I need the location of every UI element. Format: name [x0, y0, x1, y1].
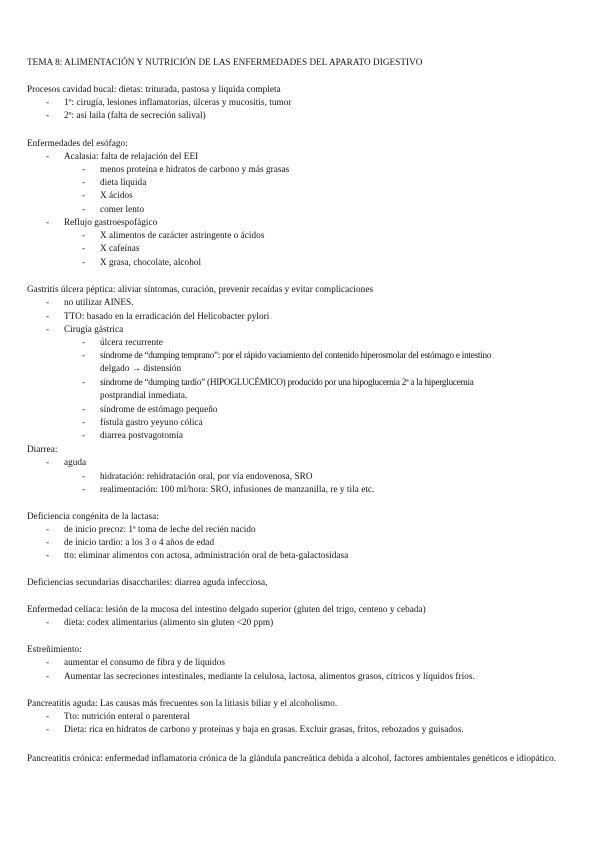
bullet-dash: -	[82, 243, 86, 253]
list-item: de inicio tardío: a los 3 o 4 años de edad	[64, 537, 215, 547]
sub-list-item: X cafeínas	[100, 243, 140, 253]
bullet-dash: -	[82, 204, 86, 214]
bullet-dash: -	[46, 617, 50, 627]
list-item: dieta: codex alimentarius (alimento sin gluten <20 ppm)	[64, 617, 274, 627]
list-item: Dieta: rica en hidratos de carbono y proteínas y baja en grasas. Excluir grasas, fritos, rebozados y guisados.	[64, 724, 464, 734]
sub-list-item: X grasa, chocolate, alcohol	[100, 257, 202, 267]
bullet-dash: -	[82, 417, 86, 427]
sub-list-item: X ácidos	[100, 190, 133, 200]
bullet-dash: -	[82, 337, 86, 347]
section-heading-lactase: Deficiencia congénita de la lactasa:	[27, 511, 159, 521]
bullet-dash: -	[82, 484, 86, 494]
section-heading-chronic-pancreatitis: Pancreatitis crónica: enfermedad inflamatoria crónica de la glándula pancreática debida a alcohol, factores ambientales genéticos e idiopático.	[27, 753, 557, 763]
list-item: TTO: basado en la erradicación del Helicobacter pylori	[64, 311, 270, 321]
sub-list-item: menos proteína e hidratos de carbono y más grasas	[100, 164, 290, 174]
sub-list-item: diarrea postvagotomía	[100, 430, 183, 440]
bullet-dash: -	[46, 671, 50, 681]
section-heading-oral: Procesos cavidad bucal: dietas: triturada, pastosa y líquida completa	[27, 84, 281, 94]
bullet-dash: -	[82, 377, 86, 387]
sub-list-item: síndrome de “dumping tardío” (HIPOGLUCÉMICO) producido por una hipoglucemia 2ª a la hiperglucemia	[100, 377, 474, 387]
list-item: Reflujo gastroespofágico	[64, 217, 158, 227]
sub-list-item-continuation: delgado → distensión	[100, 363, 182, 373]
list-item: tto: eliminar alimentos con actosa, administración oral de beta-galactosidasa	[64, 550, 349, 560]
bullet-dash: -	[46, 537, 50, 547]
list-item: aguda	[64, 457, 87, 467]
bullet-dash: -	[82, 177, 86, 187]
bullet-dash: -	[82, 350, 86, 360]
list-item: 1º: cirugía, lesiones inflamatorias, úlceras y mucositis, tumor	[64, 97, 292, 107]
bullet-dash: -	[82, 404, 86, 414]
sub-list-item-continuation: postprandial inmediata.	[100, 390, 188, 400]
bullet-dash: -	[46, 711, 50, 721]
list-item: Aumentar las secreciones intestinales, mediante la celulosa, lactosa, alimentos grasos, cítricos y líquidos fríos.	[64, 671, 475, 681]
bullet-dash: -	[46, 457, 50, 467]
bullet-dash: -	[46, 657, 50, 667]
section-heading-diarrhea: Diarrea:	[27, 444, 58, 454]
bullet-dash: -	[46, 97, 50, 107]
section-heading-esophagus: Enfermedades del esófago:	[27, 138, 128, 148]
sub-list-item: úlcera recurrente	[100, 337, 163, 347]
page-title: TEMA 8: ALIMENTACIÓN Y NUTRICIÓN DE LAS ENFERMEDADES DEL APARATO DIGESTIVO	[27, 57, 423, 67]
sub-list-item: fístula gastro yeyuno cólica	[100, 417, 203, 427]
list-item: no utilizar AINES.	[64, 297, 134, 307]
bullet-dash: -	[82, 190, 86, 200]
bullet-dash: -	[46, 550, 50, 560]
bullet-dash: -	[82, 230, 86, 240]
sub-list-item: comer lento	[100, 204, 145, 214]
section-heading-constipation: Estreñimiento:	[27, 644, 82, 654]
sub-list-item: X alimentos de carácter astringente o ácidos	[100, 230, 265, 240]
section-heading-acute-pancreatitis: Pancreatitis aguda: Las causas más frecuentes son la litiasis biliar y el alcoholismo.	[27, 698, 338, 708]
sub-list-item: dieta líquida	[100, 177, 147, 187]
bullet-dash: -	[46, 524, 50, 534]
bullet-dash: -	[46, 324, 50, 334]
sub-list-item: síndrome de estómago pequeño	[100, 404, 218, 414]
sub-list-item: realimentación: 100 ml/hora: SRO, infusiones de manzanilla, re y tila etc.	[100, 484, 375, 494]
list-item: aumentar el consumo de fibra y de líquidos	[64, 657, 226, 667]
list-item: Acalasia: falta de relajación del EEI	[64, 151, 199, 161]
bullet-dash: -	[82, 471, 86, 481]
bullet-dash: -	[46, 297, 50, 307]
bullet-dash: -	[46, 217, 50, 227]
bullet-dash: -	[46, 311, 50, 321]
section-heading-gastritis: Gastritis úlcera péptica: aliviar síntomas, curación, prevenir recaídas y evitar complicaciones	[27, 284, 374, 294]
sub-list-item: hidratación: rehidratación oral, por vía endovenosa, SRO	[100, 471, 313, 481]
bullet-dash: -	[82, 257, 86, 267]
section-heading-disaccharides: Deficiencias secundarias disacchariles: diarrea aguda infecciosa,	[27, 577, 268, 587]
bullet-dash: -	[46, 110, 50, 120]
list-item: de inicio precoz: 1ª toma de leche del recién nacido	[64, 524, 256, 534]
list-item: Tto: nutrición enteral o parenteral	[64, 711, 190, 721]
list-item: 2º: así laila (falta de secreción salival)	[64, 110, 206, 120]
bullet-dash: -	[82, 430, 86, 440]
section-heading-celiac: Enfermedad celíaca: lesión de la mucosa del intestino delgado superior (gluten del trigo, centeno y cebada)	[27, 604, 426, 614]
bullet-dash: -	[46, 151, 50, 161]
sub-list-item: síndrome de “dumping temprano”: por el rápido vaciamiento del contenido hiperosmolar del estómago e intestino	[100, 350, 492, 360]
list-item: Cirugía gástrica	[64, 324, 124, 334]
bullet-dash: -	[46, 724, 50, 734]
bullet-dash: -	[82, 164, 86, 174]
